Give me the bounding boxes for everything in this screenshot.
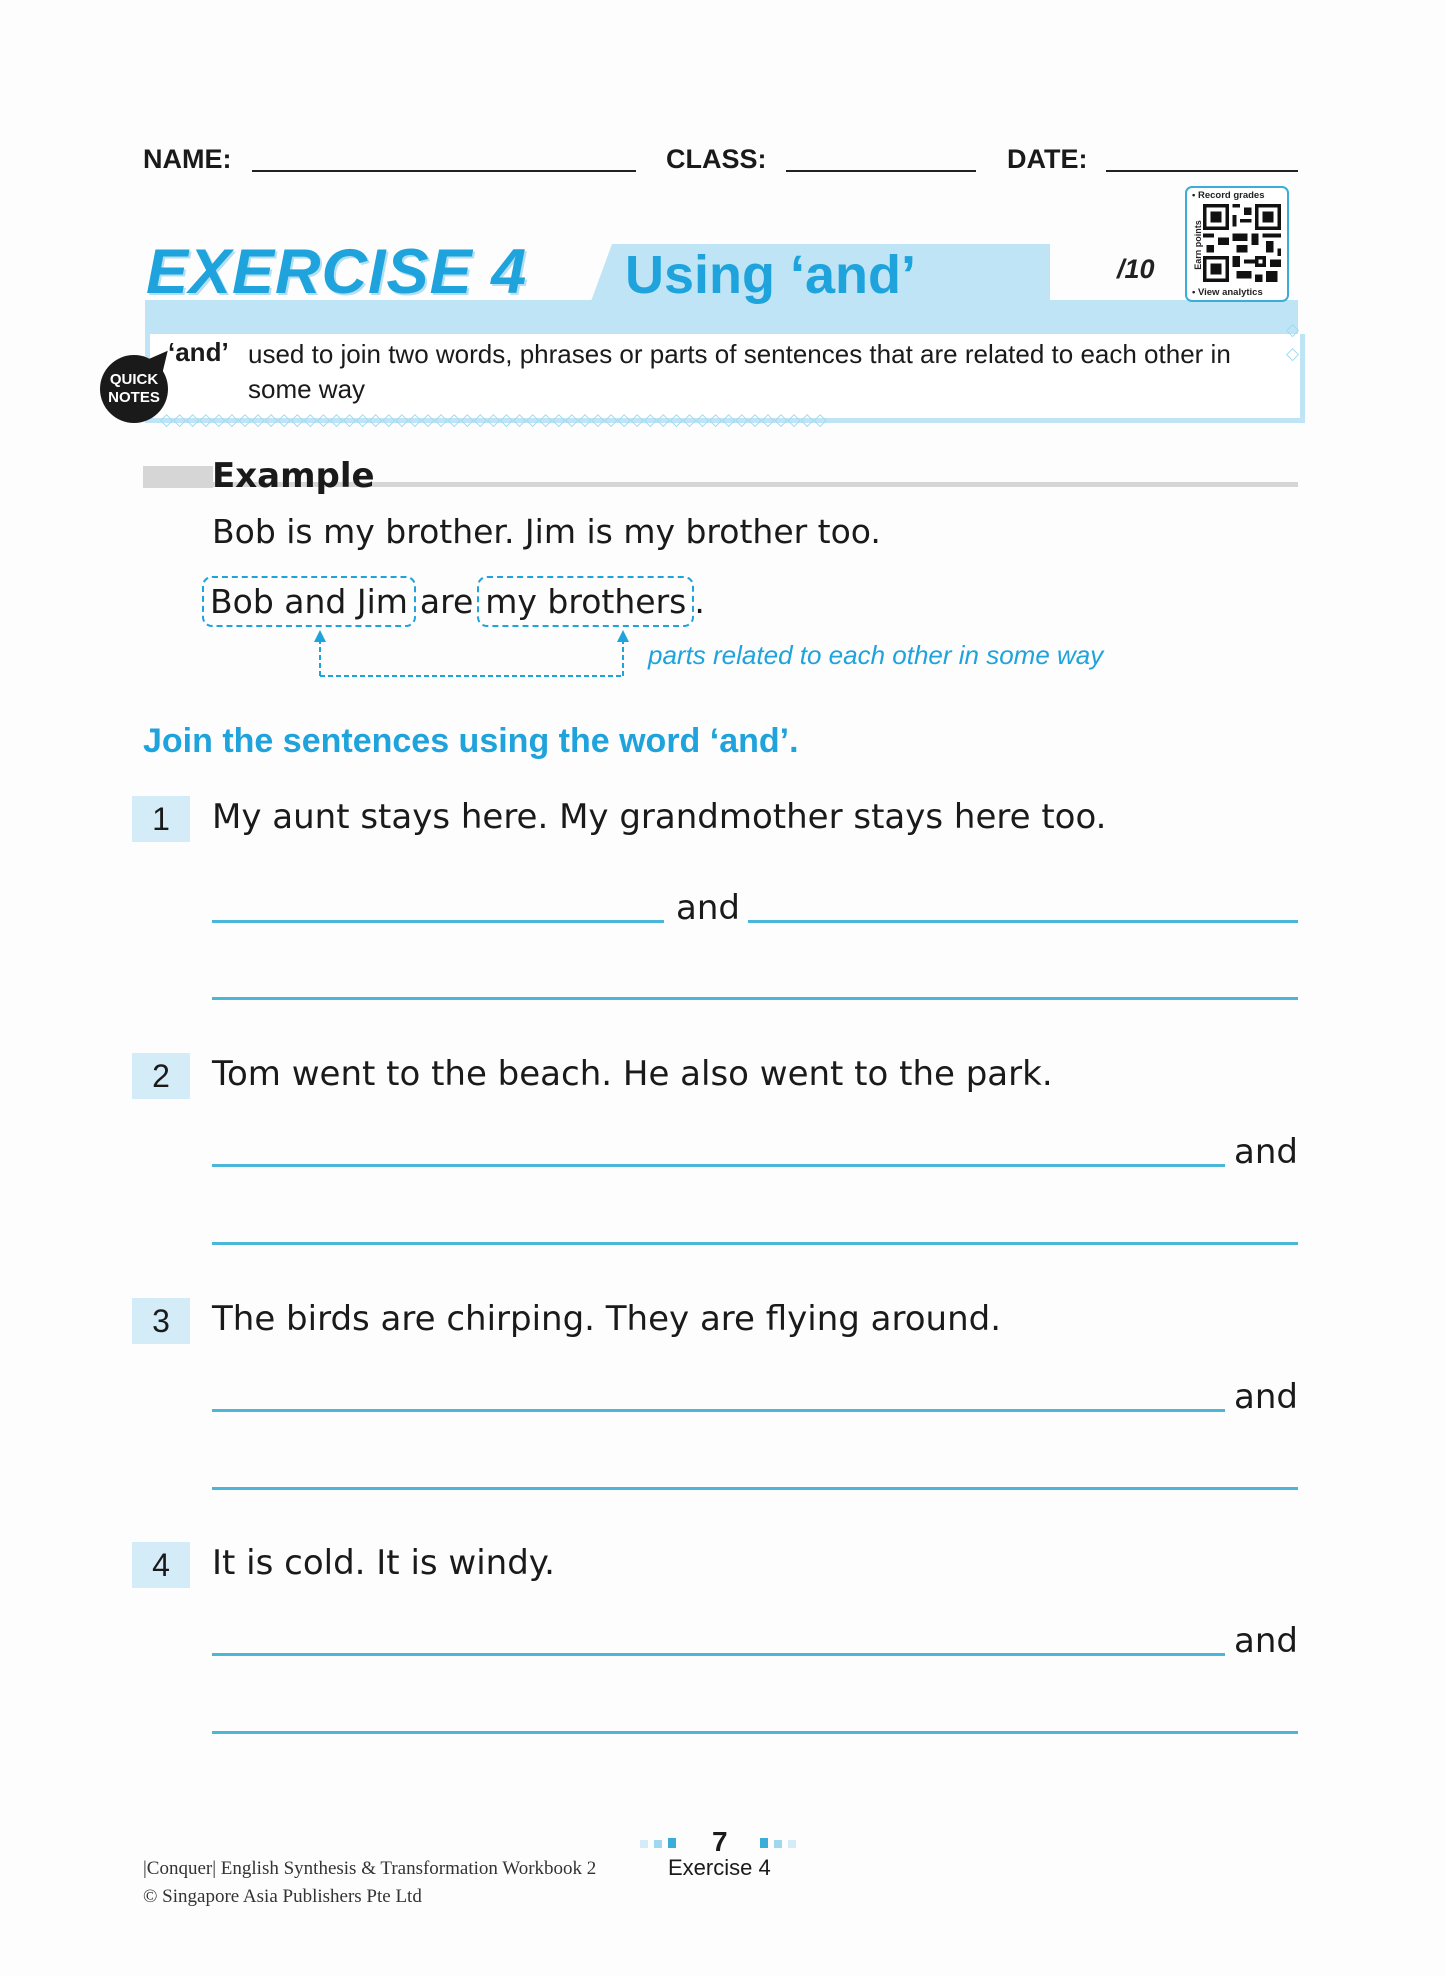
example-sentence: Bob is my brother. Jim is my brother too.: [212, 512, 881, 551]
diamond-icon: ◇: [1286, 320, 1300, 339]
quick-notes-badge: [100, 355, 168, 423]
question-text: Tom went to the beach. He also went to the park.: [212, 1054, 1053, 1094]
joined-period: .: [694, 582, 705, 621]
connector-word: and: [1234, 1377, 1298, 1417]
example-marker: [143, 466, 213, 488]
question-number: 3: [132, 1298, 190, 1344]
connector-word: and: [1234, 1621, 1298, 1661]
example-annotation: parts related to each other in some way: [648, 640, 1104, 670]
name-field[interactable]: [252, 170, 636, 172]
page-decor-icon: [654, 1840, 662, 1848]
joined-verb: are: [419, 582, 474, 621]
notes-definition: used to join two words, phrases or parts of sentences that are related to each other in some way: [248, 339, 1231, 404]
name-label: NAME:: [143, 144, 232, 174]
diamond-border-icon: ◇◇◇◇◇◇◇◇◇◇◇◇◇◇◇◇◇◇◇◇◇◇◇◇◇◇◇◇◇◇◇◇◇◇◇◇◇◇◇◇◇◇◇◇◇◇◇◇◇◇◇: [160, 410, 827, 429]
footer-book-title: |Conquer| English Synthesis & Transformation Workbook 2: [143, 1858, 597, 1879]
page-decor-icon: [788, 1840, 796, 1848]
question-text: My aunt stays here. My grandmother stays here too.: [212, 797, 1107, 837]
answer-line[interactable]: [212, 1409, 1225, 1412]
topic-title: Using ‘and’: [625, 245, 917, 305]
qr-earn-points: Earn points: [1192, 220, 1203, 270]
score-total: /10: [1117, 254, 1155, 284]
diamond-icon: ◇: [1286, 344, 1300, 363]
badge-line1: QUICK: [109, 371, 159, 388]
page-number: 7: [712, 1826, 728, 1857]
qr-record-grades: • Record grades: [1192, 190, 1265, 201]
question-number: 2: [132, 1053, 190, 1099]
footer-section: Exercise 4: [668, 1855, 771, 1880]
answer-line[interactable]: [212, 1164, 1225, 1167]
answer-line[interactable]: [212, 1653, 1225, 1656]
qr-widget[interactable]: [1185, 186, 1289, 302]
page-decor-icon: [668, 1838, 676, 1848]
footer-copyright: © Singapore Asia Publishers Pte Ltd: [143, 1886, 422, 1907]
highlight-box-subject: Bob and Jim: [202, 576, 416, 627]
page-decor-icon: [774, 1840, 782, 1848]
answer-line[interactable]: [212, 1487, 1298, 1490]
qr-code-icon: [1203, 204, 1281, 282]
notes-term: ‘and’: [168, 337, 229, 367]
example-divider: [213, 482, 1298, 487]
answer-line[interactable]: [212, 1242, 1298, 1245]
example-joined-sentence: [212, 576, 705, 627]
badge-line2: NOTES: [108, 389, 160, 406]
example-heading: Example: [212, 456, 375, 496]
question-text: The birds are chirping. They are flying around.: [212, 1299, 1002, 1339]
question-text: It is cold. It is windy.: [212, 1543, 555, 1583]
page-decor-icon: [640, 1840, 648, 1848]
answer-line[interactable]: [212, 997, 1298, 1000]
instruction: Join the sentences using the word ‘and’.: [143, 722, 799, 760]
date-field[interactable]: [1106, 170, 1298, 172]
class-field[interactable]: [786, 170, 976, 172]
class-label: CLASS:: [666, 144, 767, 174]
answer-line[interactable]: [212, 1731, 1298, 1734]
question-number: 4: [132, 1542, 190, 1588]
answer-line[interactable]: [748, 920, 1298, 923]
exercise-title: EXERCISE 4: [146, 237, 528, 307]
connector-arrow-icon: [300, 628, 640, 680]
date-label: DATE:: [1007, 144, 1088, 174]
qr-view-analytics: • View analytics: [1192, 287, 1263, 298]
connector-word: and: [1234, 1132, 1298, 1172]
question-number: 1: [132, 796, 190, 842]
connector-word: and: [676, 888, 740, 928]
highlight-box-object: my brothers: [477, 576, 694, 627]
answer-line[interactable]: [212, 920, 664, 923]
page-decor-icon: [760, 1838, 768, 1848]
